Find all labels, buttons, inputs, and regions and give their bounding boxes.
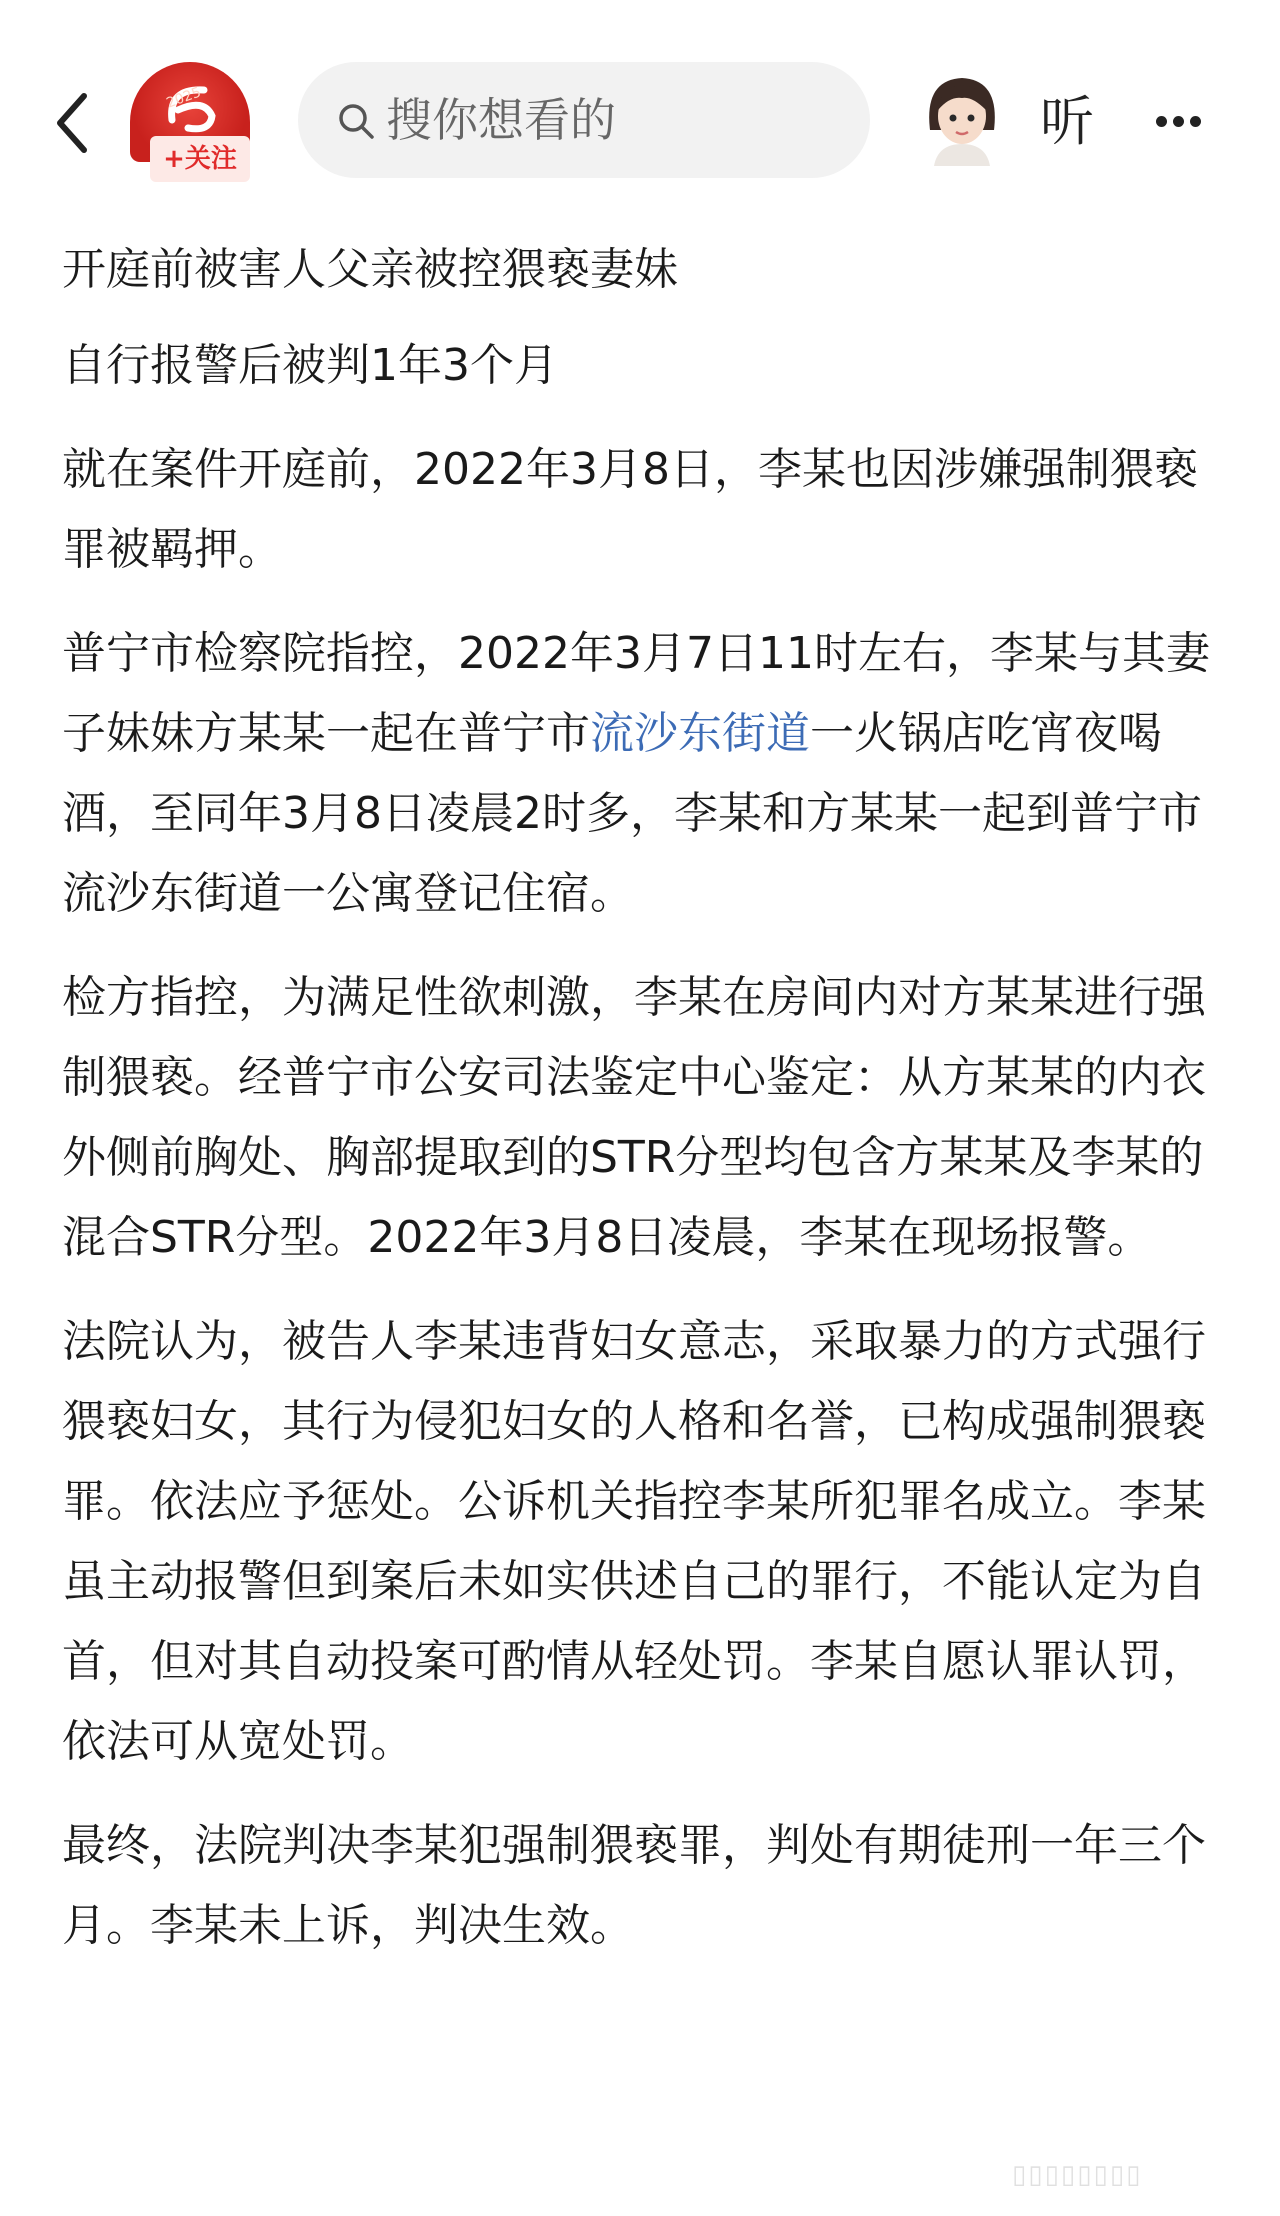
search-bar[interactable] (298, 62, 870, 178)
chevron-left-icon[interactable] (50, 88, 94, 158)
more-dots-icon[interactable] (1156, 104, 1226, 140)
paragraph-text: 普宁市检察院指控，2022年3月7日11时左右，李某与其妻子妹妹方某某一起在普宁市 (62, 628, 1210, 759)
dot (1190, 116, 1201, 127)
avatar[interactable] (920, 70, 1004, 166)
article-paragraph: 就在案件开庭前，2022年3月8日，李某也因涉嫌强制猥亵罪被羁押。 (62, 444, 1198, 575)
top-bar (0, 0, 1280, 220)
article-paragraph (62, 614, 1222, 934)
listen-button[interactable]: 听 (1040, 90, 1094, 153)
follow-button[interactable]: +关注 (150, 136, 250, 182)
article-body (62, 230, 1222, 1990)
account-logo[interactable] (130, 62, 250, 182)
watermark: ▯▯▯▯▯▯▯▯ (1012, 2160, 1143, 2190)
location-link[interactable]: 流沙东街道 (590, 708, 810, 759)
paragraph-text: 一火锅店吃宵夜喝酒，至同年3月8日凌晨2时多，李某和方某某一起到普宁市流沙东街道一公寓登记住宿。 (62, 708, 1202, 919)
search-placeholder: 搜你想看的 (386, 93, 616, 147)
article-paragraph: 法院认为，被告人李某违背妇女意志，采取暴力的方式强行猥亵妇女，其行为侵犯妇女的人格和名誉，已构成强制猥亵罪。依法应予惩处。公诉机关指控李某所犯罪名成立。李某虽主动报警但到案后未如实供述自己的罪行，不能认定为自首，但对其自动投案可酌情从轻处罚。李某自愿认罪认罚，依法可从宽处罚。 (62, 1316, 1206, 1767)
search-icon (336, 101, 376, 141)
dot (1173, 116, 1184, 127)
article-headline-line-2: 自行报警后被判1年3个月 (62, 340, 558, 391)
article-paragraph: 最终，法院判决李某犯强制猥亵罪，判处有期徒刑一年三个月。李某未上诉，判决生效。 (62, 1820, 1206, 1951)
article-headline-line-1: 开庭前被害人父亲被控猥亵妻妹 (62, 244, 678, 295)
logo-year: 2025 (164, 84, 204, 112)
article-paragraph: 检方指控，为满足性欲刺激，李某在房间内对方某某进行强制猥亵。经普宁市公安司法鉴定中心鉴定：从方某某的内衣外侧前胸处、胸部提取到的STR分型均包含方某某及李某的混合STR分型。2022年3月8日凌晨，李某在现场报警。 (62, 972, 1206, 1263)
dot (1156, 116, 1167, 127)
